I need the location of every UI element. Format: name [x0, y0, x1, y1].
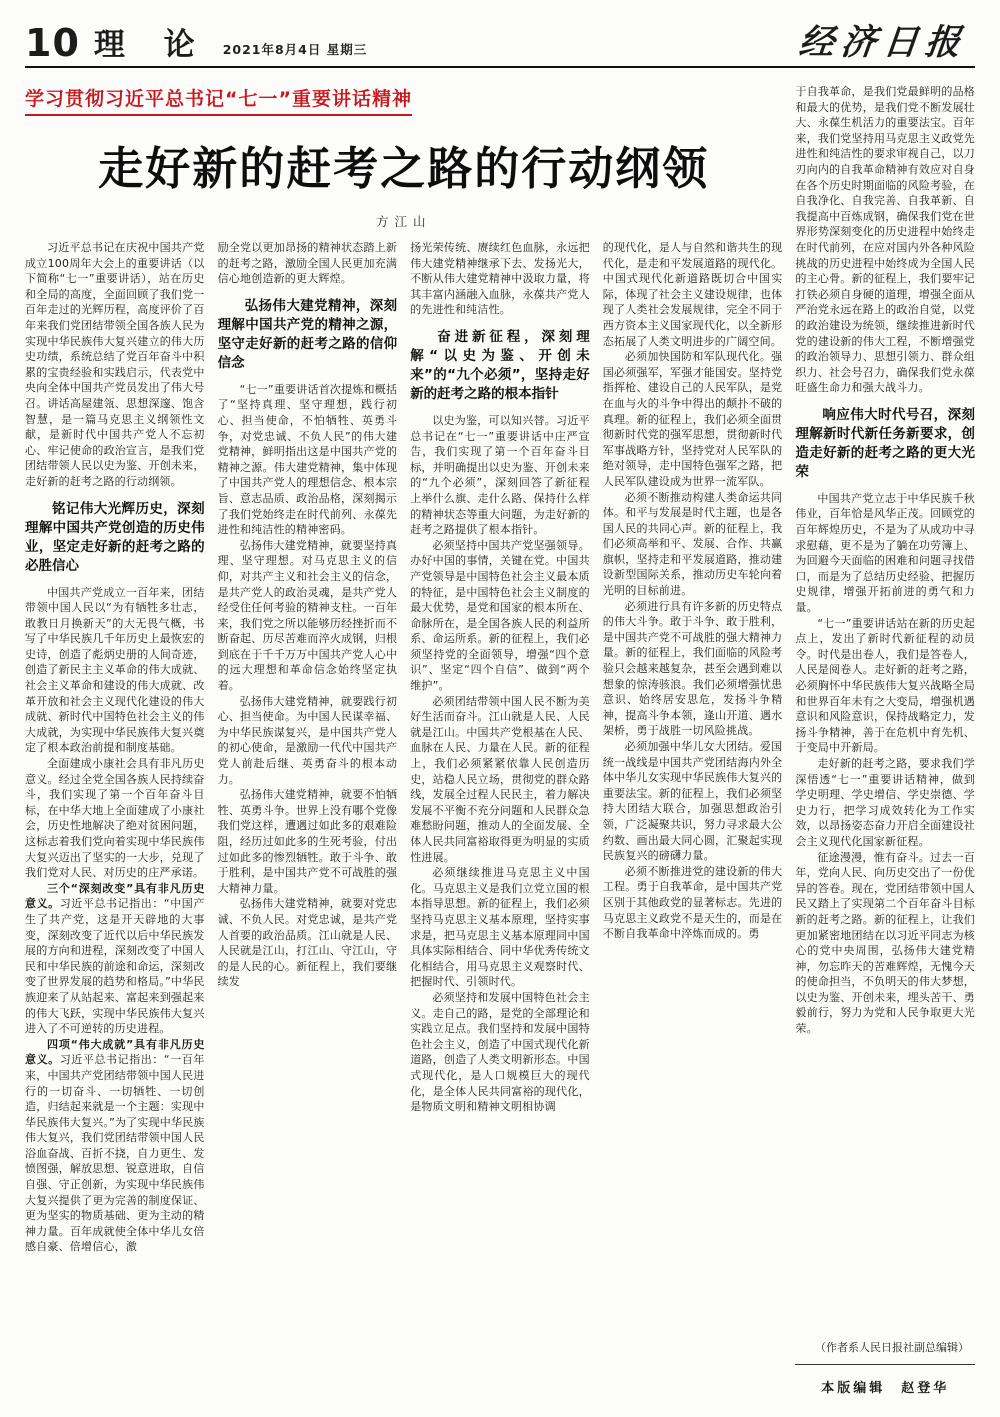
paragraph: 弘扬伟大建党精神，就要践行初心、担当使命。为中国人民谋幸福、为中华民族谋复兴，是中国共产党人的初心使命，是激励一代代中国共产党人前赴后继、英勇奋斗的根本动力。	[217, 694, 398, 786]
article-column-5	[795, 84, 975, 1396]
masthead-rule	[25, 66, 975, 68]
paragraph: 励全党以更加昂扬的精神状态踏上新的赶考之路，激励全国人民更加充满信心地创造新的更大辉煌。	[217, 241, 398, 286]
article-body	[25, 84, 975, 1396]
paragraph: 扬光荣传统、赓续红色血脉，永远把伟大建党精神继承下去、发扬光大，不断从伟大建党精神中汲取力量，将其丰富内涵融入血脉，永葆共产党人的先进性和纯洁性。	[410, 241, 590, 317]
publication-date: 2021年8月4日 星期三	[222, 42, 368, 57]
paragraph: 必须不断推动构建人类命运共同体。和平与发展是时代主题，也是各国人民的共同心声。新的征程上，我们必须高举和平、发展、合作、共赢旗帜，坚持走和平发展道路，推动建设新型国际关系，推动历史车轮向着光明的目标前进。	[602, 490, 783, 598]
section-heading: 弘扬伟大建党精神，深刻理解中国共产党的精神之源，坚守走好新的赶考之路的信仰信念	[217, 297, 398, 371]
section-heading: 奋进新征程，深刻理解“以史为鉴、开创未来”的“九个必须”，坚持走好新的赶考之路的根本指针	[410, 328, 590, 402]
paragraph: 以史为鉴，可以知兴替。习近平总书记在“七一”重要讲话中庄严宣告，我们实现了第一个百年奋斗目标，并明确提出以史为鉴、开创未来的“九个必须”，深刻回答了新征程上举什么旗、走什么路、保持什么样的精神状态等重大问题，为走好新的赶考之路提供了根本指针。	[410, 413, 590, 537]
paragraph: 于自我革命，是我们党最鲜明的品格和最大的优势，是我们党不断发展壮大、永葆生机活力的重要法宝。百年来，我们党坚持用马克思主义政党先进性和纯洁性的要求审视自己，以刀刃向内的自我革命精神有效应对自身在各个历史时期面临的风险考验，在自我净化、自我完善、自我革新、自我提高中百炼成钢，确保我们党在世界形势深刻变化的历史进程中始终走在时代前列，在应对国内外各种风险挑战的历史进程中始终成为全国人民的主心骨。新的征程上，我们要牢记打铁必须自身硬的道理，增强全面从严治党永远在路上的政治自觉，以党的政治建设为统领，继续推进新时代党的建设新的伟大工程，不断增强党的政治领导力、思想引领力、群众组织力、社会号召力，确保我们党永葆旺盛生命力和强大战斗力。	[795, 85, 975, 395]
paragraph: 必须进行具有许多新的历史特点的伟大斗争。敢于斗争、敢于胜利，是中国共产党不可战胜的强大精神力量。新的征程上，我们面临的风险考验只会越来越复杂，甚至会遇到难以想象的惊涛骇浪。我们必须增强忧患意识、始终居安思危，发扬斗争精神，提高斗争本领，逢山开道、遇水架桥，勇于战胜一切风险挑战。	[602, 599, 783, 738]
paragraph: 征途漫漫，惟有奋斗。过去一百年，党向人民、向历史交出了一份优异的答卷。现在，党团结带领中国人民又踏上了实现第二个百年奋斗目标新的赶考之路。新的征程上，让我们更加紧密地团结在以习近平同志为核心的党中央周围，弘扬伟大建党精神，勿忘昨天的苦难辉煌，无愧今天的使命担当，不负明天的伟大梦想，以史为鉴、开创未来，埋头苦干、勇毅前行，努力为党和人民争取更大光荣。	[795, 850, 975, 1036]
paragraph: 必须继续推进马克思主义中国化。马克思主义是我们立党立国的根本指导思想。新的征程上，我们必须坚持马克思主义基本原理，坚持实事求是，把马克思主义基本原理同中国具体实际相结合、同中华优秀传统文化相结合，用马克思主义观察时代、把握时代、引领时代。	[410, 866, 590, 989]
paragraph: 必须坚持中国共产党坚强领导。办好中国的事情，关键在党。中国共产党领导是中国特色社会主义最本质的特征，是中国特色社会主义制度的最大优势，是党和国家的根本所在、命脉所在，是全国各族人民的利益所系、命运所系。新的征程上，我们必须坚持党的全面领导，增强“四个意识”、坚定“四个自信”、做到“两个维护”。	[410, 538, 590, 693]
paragraph: 必须不断推进党的建设新的伟大工程。勇于自我革命，是中国共产党区别于其他政党的显著标志。先进的马克思主义政党不是天生的，而是在不断自我革命中淬炼而成的。勇	[602, 864, 783, 941]
page-number: 10	[25, 21, 80, 65]
paragraph: 的现代化，是人与自然和谐共生的现代化，是走和平发展道路的现代化。中国式现代化新道路既切合中国实际，体现了社会主义建设规律，也体现了人类社会发展规律，完全不同于西方资本主义国家现代化，以全新形态拓展了人类文明进步的广阔空间。	[602, 241, 783, 348]
paragraph: “七一”重要讲话首次提炼和概括了“坚持真理、坚守理想，践行初心、担当使命，不怕牺牲、英勇斗争，对党忠诚、不负人民”的伟大建党精神，鲜明指出这是中国共产党的精神之源。伟大建党精神，集中体现了中国共产党人的理想信念、根本宗旨、意志品质、政治品格，深刻揭示了我们党始终走在时代前列、永葆先进性和纯洁性的精神密码。	[217, 382, 398, 537]
paragraph: 必须加快国防和军队现代化。强国必须强军，军强才能国安。坚持党指挥枪、建设自己的人民军队，是党在血与火的斗争中得出的颠扑不破的真理。新的征程上，我们必须全面贯彻新时代党的强军思想，贯彻新时代军事战略方针，坚持党对人民军队的绝对领导，走中国特色强军之路，把人民军队建设成为世界一流军队。	[602, 350, 783, 488]
series-kicker: 学习贯彻习近平总书记“七一”重要讲话精神	[25, 84, 412, 116]
section-heading: 铭记伟大光辉历史，深刻理解中国共产党创造的历史伟业，坚定走好新的赶考之路的必胜信心	[25, 500, 205, 574]
paragraph: 必须加强中华儿女大团结。爱国统一战线是中国共产党团结海内外全体中华儿女实现中华民族伟大复兴的重要法宝。新的征程上，我们必须坚持大团结大联合，加强思想政治引领，广泛凝聚共识，努力寻求最大公约数、画出最大同心圆，汇聚起实现民族复兴的磅礴力量。	[602, 740, 783, 863]
paragraph: 中国共产党成立一百年来，团结带领中国人民以“为有牺牲多壮志，敢教日月换新天”的大无畏气概，书写了中华民族几千年历史上最恢宏的史诗，创造了彪炳史册的人间奇迹，创造了新民主主义革命的伟大成就、社会主义革命和建设的伟大成就、改革开放和社会主义现代化建设的伟大成就、新时代中国特色社会主义的伟大成就，为实现中华民族伟大复兴奠定了根本政治前提和制度基础。	[25, 585, 205, 755]
paragraph: 走好新的赶考之路，要求我们学深悟透“七一”重要讲话精神，做到学史明理、学史增信、学史崇德、学史力行，把学习成效转化为工作实效，以昂扬姿态奋力开启全面建设社会主义现代化国家新征程。	[795, 756, 975, 848]
article-author: 方江山	[375, 214, 432, 229]
paragraph: 必须团结带领中国人民不断为美好生活而奋斗。江山就是人民、人民就是江山。中国共产党根基在人民、血脉在人民、力量在人民。新的征程上，我们必须紧紧依靠人民创造历史，站稳人民立场，贯彻党的群众路线，发展全过程人民民主，着力解决发展不平衡不充分问题和人民群众急难愁盼问题，推动人的全面发展、全体人民共同富裕取得更为明显的实质性进展。	[410, 694, 590, 864]
newspaper-logo: 经济日报	[796, 22, 970, 63]
masthead-row	[25, 14, 975, 65]
paragraph: 弘扬伟大建党精神，就要不怕牺牲、英勇斗争。世界上没有哪个党像我们党这样，遭遇过如此多的艰难险阻，经历过如此多的生死考验，付出过如此多的惨烈牺牲。敢于斗争、敢于胜利，是中国共产党不可战胜的强大精神力量。	[217, 788, 398, 895]
editor-rule	[795, 1364, 975, 1365]
paragraph: 必须坚持和发展中国特色社会主义。走自己的路，是党的全部理论和实践立足点。我们坚持和发展中国特色社会主义，创造了中国式现代化新道路，创造了人类文明新形态。中国式现代化，是人口规模巨大的现代化，是全体人民共同富裕的现代化，是物质文明和精神文明相协调	[410, 990, 590, 1114]
article-column-3	[410, 240, 590, 1396]
article-column-4	[603, 240, 783, 1396]
paragraph: “七一”重要讲话站在新的历史起点上，发出了新时代新征程的动员令。时代是出卷人，我们是答卷人，人民是阅卷人。走好新的赶考之路，必须胸怀中华民族伟大复兴战略全局和世界百年未有之大变局，增强机遇意识和风险意识，保持战略定力，发扬斗争精神，善于在危机中育先机、于变局中开新局。	[795, 616, 975, 755]
paragraph: 全面建成小康社会具有非凡历史意义。经过全党全国各族人民持续奋斗，我们实现了第一个百年奋斗目标，在中华大地上全面建成了小康社会，历史性地解决了绝对贫困问题，这标志着我们党向着实现中华民族伟大复兴迈出了坚实的一大步，兑现了我们党对人民、对历史的庄严承诺。	[25, 757, 205, 880]
column-5-text	[795, 84, 975, 1335]
author-note: （作者系人民日报社副总编辑）	[815, 1341, 969, 1354]
article-title: 走好新的赶考之路的行动纲领	[98, 142, 710, 195]
section-title: 理 论	[93, 27, 209, 63]
paragraph: 弘扬伟大建党精神，就要对党忠诚、不负人民。对党忠诚，是共产党人首要的政治品质。江山就是人民、人民就是江山，打江山、守江山，守的是人民的心。新征程上，我们要继续发	[217, 897, 398, 989]
paragraph: 四项“伟大成就”具有非凡历史意义。习近平总书记指出：“一百年来，中国共产党团结带领中国人民进行的一切奋斗、一切牺牲、一切创造，归结起来就是一个主题：实现中华民族伟大复兴。”为了实现中华民族伟大复兴，我们党团结带领中国人民浴血奋战、百折不挠，自力更生、发愤图强，解放思想、锐意进取，自信自强、守正创新，为实现中华民族伟大复兴提供了更为完善的制度保证、更为坚实的物质基础、更为主动的精神力量。百年成就使全体中华儿女倍感自豪、倍增信心，激	[25, 1037, 205, 1254]
section-heading: 响应伟大时代号召，深刻理解新时代新任务新要求，创造走好新的赶考之路的更大光荣	[795, 406, 975, 480]
paragraph: 习近平总书记在庆祝中国共产党成立100周年大会上的重要讲话（以下简称“七一”重要讲话），站在历史和全局的高度，全面回顾了我们党一百年走过的光辉历程，高度评价了百年来我们党团结带领全国各族人民为实现中华民族伟大复兴建立的伟大历史功绩，系统总结了党百年奋斗中积累的宝贵经验和实践启示，代表党中央向全体中国共产党员发出了伟大号召。讲话高屋建瓴、思想深邃、饱含智慧，是一篇马克思主义纲领性文献，是新时代中国共产党人不忘初心、牢记使命的政治宣言，是我们党团结带领人民以史为鉴、开创未来，走好新的赶考之路的行动纲领。	[25, 241, 205, 488]
headline-block	[25, 84, 782, 240]
masthead-left	[25, 21, 368, 65]
editor-credit: 本版编辑 赵登华	[821, 1381, 950, 1396]
colophon	[795, 1335, 975, 1396]
paragraph: 三个“深刻改变”具有非凡历史意义。习近平总书记指出：“中国产生了共产党，这是开天辟地的大事变，深刻改变了近代以后中华民族发展的方向和进程，深刻改变了中国人民和中华民族的前途和命运，深刻改变了世界发展的趋势和格局。”中华民族迎来了从站起来、富起来到强起来的伟大飞跃，实现中华民族伟大复兴进入了不可逆转的历史进程。	[25, 881, 205, 1036]
article-column-1	[25, 240, 205, 1396]
paragraph: 中国共产党立志于中华民族千秋伟业，百年恰是风华正茂。回顾党的百年辉煌历史，不是为了从成功中寻求慰藉，更不是为了躺在功劳簿上、为回避今天面临的困难和问题寻找借口，而是为了总结历史经验、把握历史规律，增强开拓前进的勇气和力量。	[795, 491, 975, 615]
paragraph: 弘扬伟大建党精神，就要坚持真理、坚守理想。对马克思主义的信仰，对共产主义和社会主义的信念，是共产党人的政治灵魂，是共产党人经受住任何考验的精神支柱。一百年来，我们党之所以能够历经挫折而不断奋起、历尽苦难而淬火成钢，归根到底在于千千万万中国共产党人心中的远大理想和革命信念始终坚定执着。	[217, 538, 398, 693]
article-column-2	[218, 240, 398, 1396]
